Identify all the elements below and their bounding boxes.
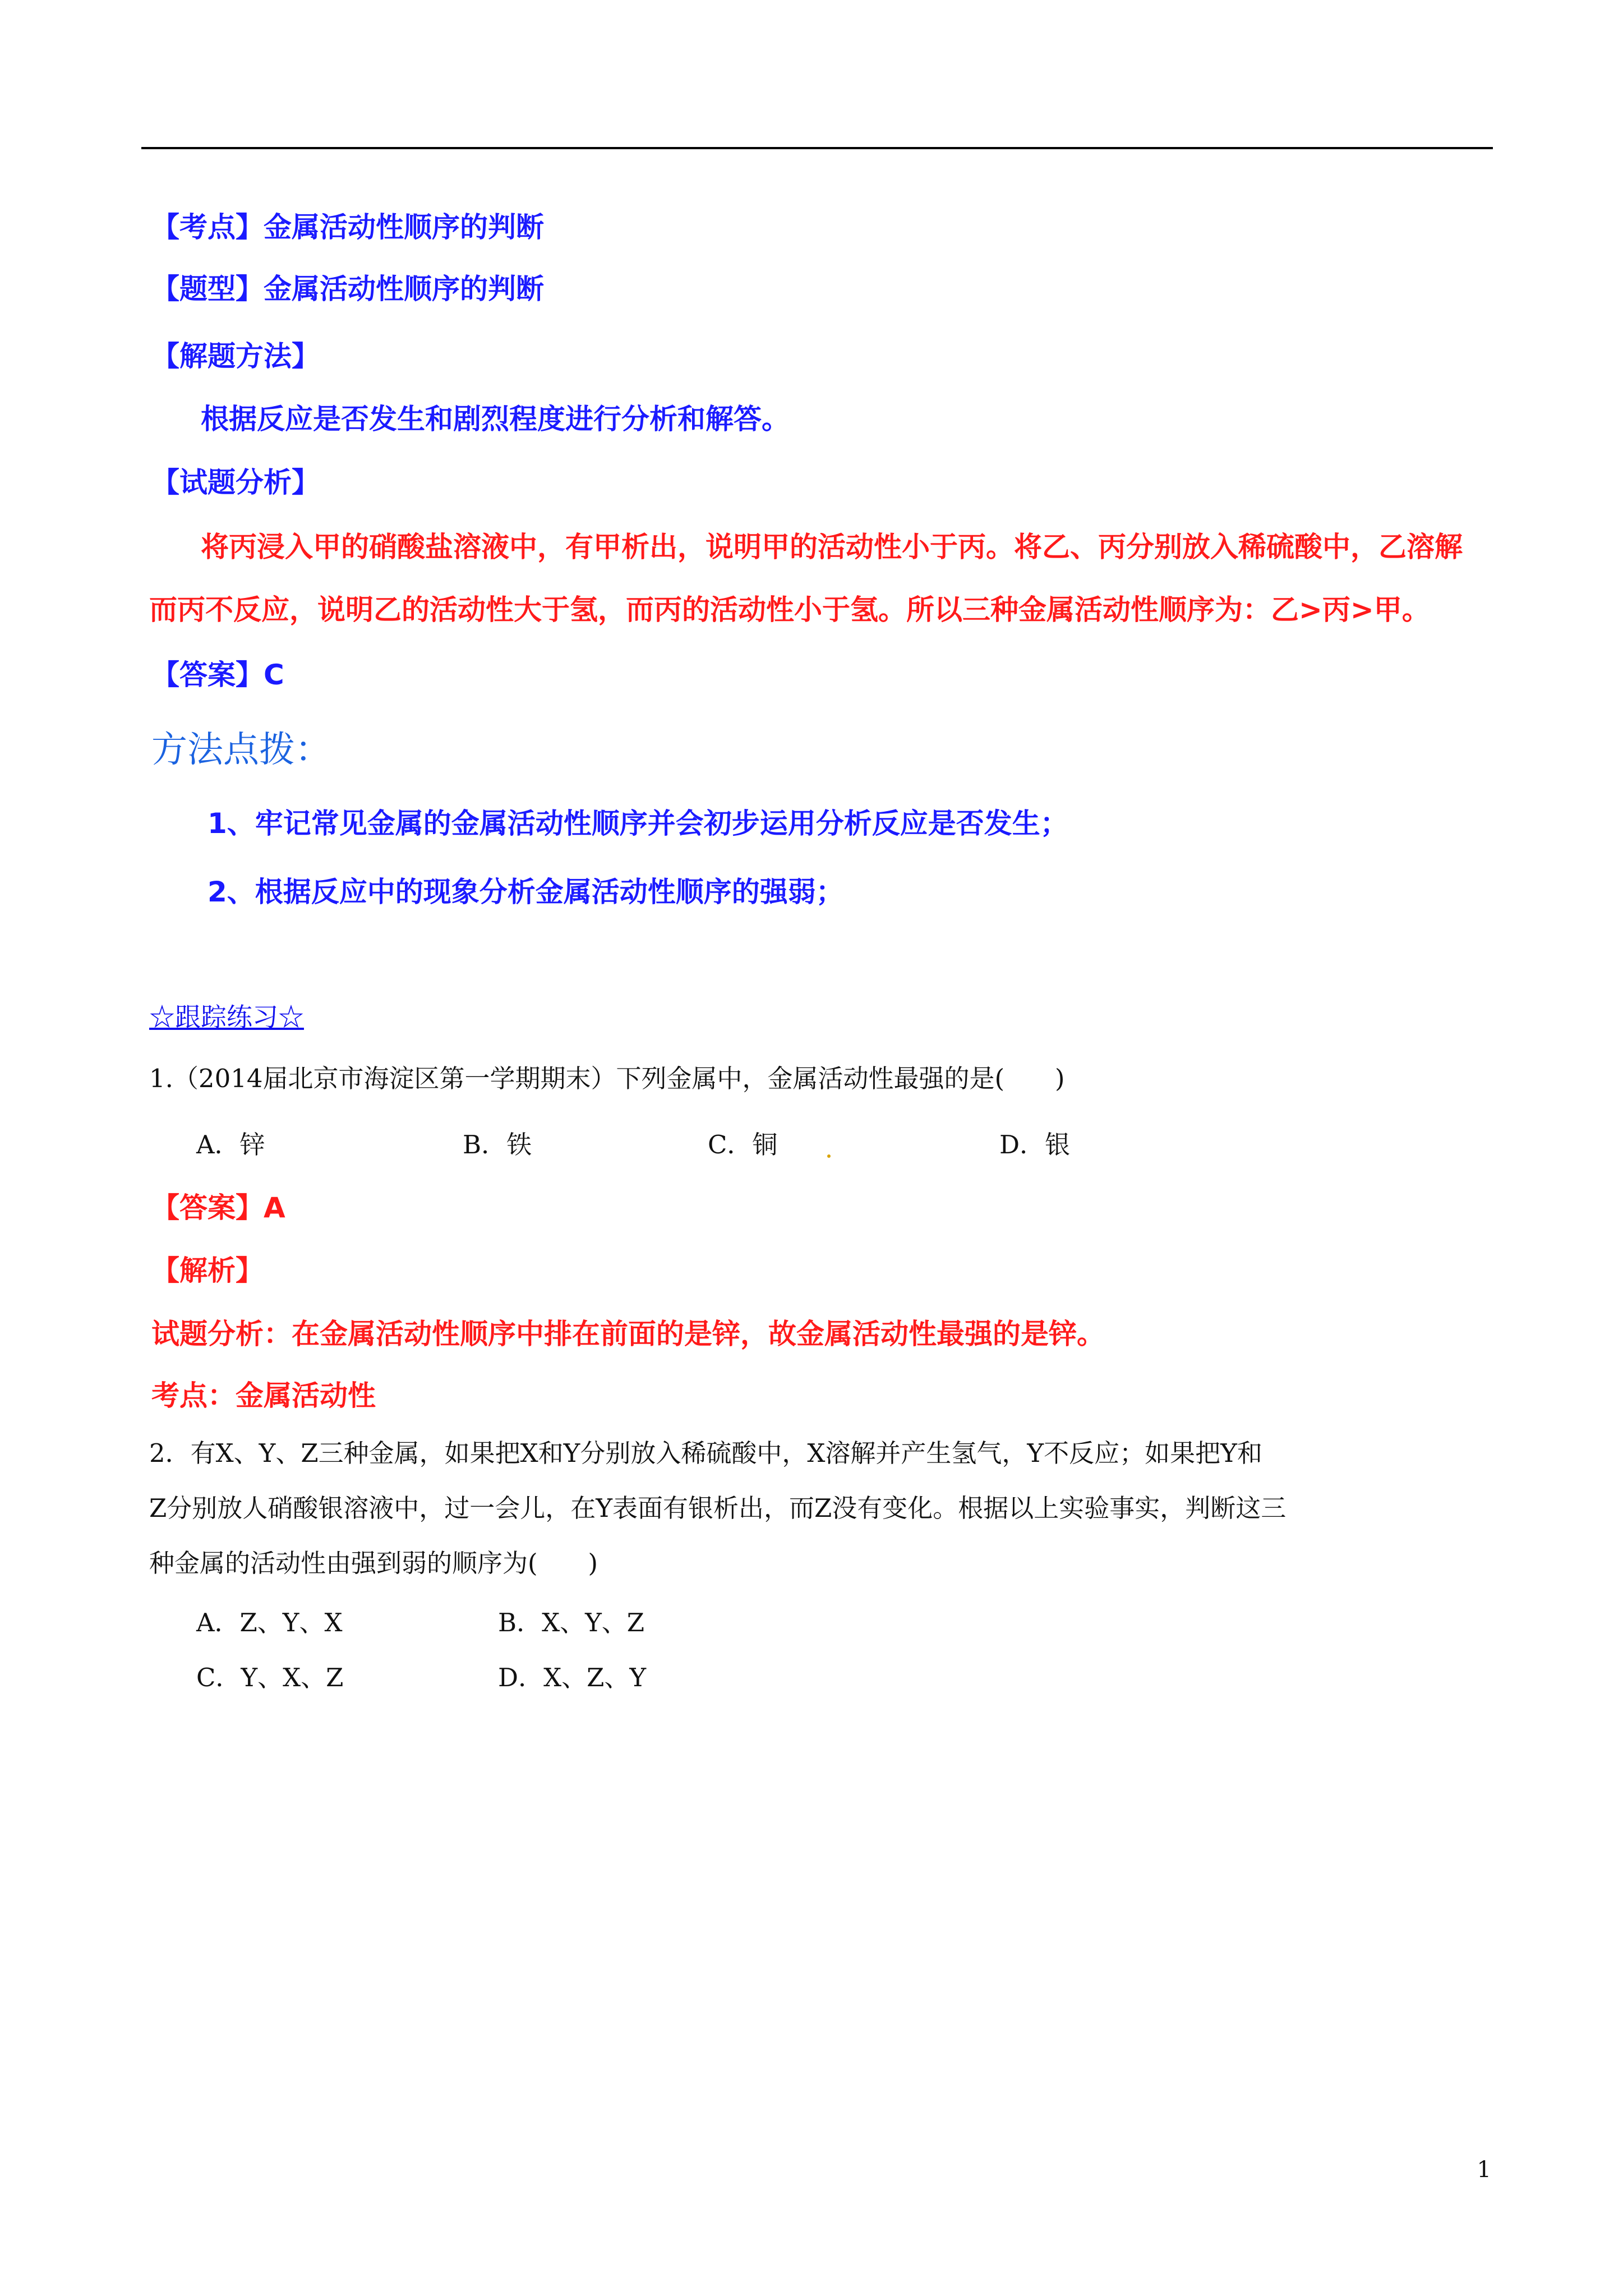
tixing-line: 【题型】金属活动性顺序的判断 bbox=[151, 273, 544, 305]
q2-option-c: C．Y、X、Z bbox=[196, 1663, 344, 1692]
fenxi-line-1: 将丙浸入甲的硝酸盐溶液中，有甲析出，说明甲的活动性小于丙。将乙、丙分别放入稀硫酸中，乙溶解 bbox=[201, 531, 1463, 563]
q1-answer: 【答案】A bbox=[151, 1191, 285, 1224]
q2-stem-line-2: Z分别放人硝酸银溶液中，过一会儿，在Y表面有银析出，而Z没有变化。根据以上实验事实，判断这三 bbox=[149, 1493, 1287, 1523]
page-number: 1 bbox=[1477, 2157, 1491, 2183]
fenxi-line-2: 而丙不反应，说明乙的活动性大于氢，而丙的活动性小于氢。所以三种金属活动性顺序为：乙>丙>甲。 bbox=[149, 593, 1430, 626]
q1-jiexi-label: 【解析】 bbox=[151, 1254, 264, 1287]
stray-dot bbox=[827, 1154, 831, 1158]
fangfa-text: 根据反应是否发生和剧烈程度进行分析和解答。 bbox=[201, 403, 790, 435]
fangfa-label: 【解题方法】 bbox=[151, 340, 320, 372]
q1-kaodian: 考点：金属活动性 bbox=[151, 1379, 376, 1412]
q2-option-b: B．X、Y、Z bbox=[498, 1608, 645, 1637]
q1-stem: 1.（2014届北京市海淀区第一学期期末）下列金属中，金属活动性最强的是( ) bbox=[149, 1064, 1065, 1093]
q2-option-d: D．X、Z、Y bbox=[498, 1663, 647, 1692]
method-heading: 方法点拨： bbox=[151, 729, 331, 771]
q1-option-a: A．锌 bbox=[196, 1130, 265, 1159]
q1-option-c: C．铜 bbox=[708, 1130, 778, 1159]
answer-line: 【答案】C bbox=[151, 659, 284, 691]
method-tip-1: 1、牢记常见金属的金属活动性顺序并会初步运用分析反应是否发生； bbox=[208, 807, 1068, 840]
q1-analysis: 试题分析：在金属活动性顺序中排在前面的是锌，故金属活动性最强的是锌。 bbox=[151, 1318, 1105, 1350]
q1-option-d: D．银 bbox=[999, 1130, 1071, 1159]
method-tip-2: 2、根据反应中的现象分析金属活动性顺序的强弱； bbox=[208, 876, 844, 908]
practice-title-link[interactable]: ☆跟踪练习☆ bbox=[149, 1002, 304, 1032]
fenxi-label: 【试题分析】 bbox=[151, 466, 320, 499]
q2-stem-line-3: 种金属的活动性由强到弱的顺序为( ) bbox=[149, 1548, 598, 1578]
kaodian-line: 【考点】金属活动性顺序的判断 bbox=[151, 211, 544, 243]
header-rule bbox=[141, 147, 1493, 149]
q2-stem-line-1: 2．有X、Y、Z三种金属，如果把X和Y分别放入稀硫酸中，X溶解并产生氢气，Y不反应；如果把Y和 bbox=[149, 1438, 1262, 1468]
q2-option-a: A．Z、Y、X bbox=[196, 1608, 343, 1637]
q1-option-b: B．铁 bbox=[463, 1130, 532, 1159]
